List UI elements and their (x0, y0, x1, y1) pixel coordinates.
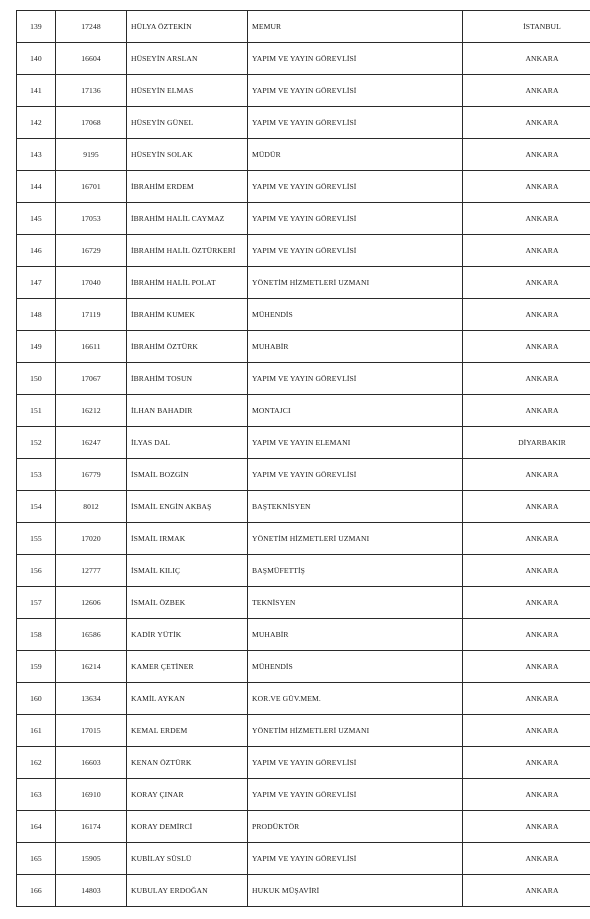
table-row (17, 587, 590, 619)
job-title: YAPIM VE YAYIN GÖREVLİSİ (248, 107, 463, 139)
job-title: YAPIM VE YAYIN GÖREVLİSİ (248, 75, 463, 107)
person-name: KUBİLAY SÜSLÜ (127, 843, 248, 875)
job-title: MUHABİR (248, 331, 463, 363)
person-name: İBRAHİM HALİL ÖZTÜRKERİ (127, 235, 248, 267)
job-title: MÜDÜR (248, 139, 463, 171)
row-number: 139 (17, 11, 56, 43)
city: ANKARA (463, 619, 590, 651)
registry-number: 8012 (56, 491, 127, 523)
registry-number: 16247 (56, 427, 127, 459)
row-number: 149 (17, 331, 56, 363)
table-row (17, 491, 590, 523)
person-name: İSMAİL ENGİN AKBAŞ (127, 491, 248, 523)
job-title: YÖNETİM HİZMETLERİ UZMANI (248, 523, 463, 555)
registry-number: 14803 (56, 875, 127, 907)
registry-number: 12777 (56, 555, 127, 587)
table-row (17, 715, 590, 747)
row-number: 141 (17, 75, 56, 107)
person-name: HÜSEYİN GÜNEL (127, 107, 248, 139)
person-name: KORAY ÇINAR (127, 779, 248, 811)
registry-number: 16603 (56, 747, 127, 779)
table-row (17, 203, 590, 235)
registry-number: 13634 (56, 683, 127, 715)
row-number: 146 (17, 235, 56, 267)
city: ANKARA (463, 875, 590, 907)
registry-number: 17119 (56, 299, 127, 331)
person-name: İBRAHİM ÖZTÜRK (127, 331, 248, 363)
person-name: KAMER ÇETİNER (127, 651, 248, 683)
row-number: 157 (17, 587, 56, 619)
person-name: İBRAHİM HALİL CAYMAZ (127, 203, 248, 235)
city: ANKARA (463, 651, 590, 683)
table-row (17, 459, 590, 491)
city: ANKARA (463, 715, 590, 747)
job-title: YÖNETİM HİZMETLERİ UZMANI (248, 267, 463, 299)
row-number: 164 (17, 811, 56, 843)
job-title: YAPIM VE YAYIN GÖREVLİSİ (248, 363, 463, 395)
city: ANKARA (463, 523, 590, 555)
job-title: MÜHENDİS (248, 299, 463, 331)
registry-number: 17248 (56, 11, 127, 43)
row-number: 156 (17, 555, 56, 587)
city: ANKARA (463, 587, 590, 619)
person-name: KEMAL ERDEM (127, 715, 248, 747)
job-title: BAŞMÜFETTİŞ (248, 555, 463, 587)
person-name: İSMAİL KILIÇ (127, 555, 248, 587)
job-title: PRODÜKTÖR (248, 811, 463, 843)
city: ANKARA (463, 235, 590, 267)
city: ANKARA (463, 459, 590, 491)
city: ANKARA (463, 171, 590, 203)
city: ANKARA (463, 843, 590, 875)
table-row (17, 555, 590, 587)
row-number: 142 (17, 107, 56, 139)
person-name: İSMAİL BOZGİN (127, 459, 248, 491)
registry-number: 16212 (56, 395, 127, 427)
registry-number: 16586 (56, 619, 127, 651)
row-number: 148 (17, 299, 56, 331)
registry-number: 17020 (56, 523, 127, 555)
city: ANKARA (463, 107, 590, 139)
table-row (17, 75, 590, 107)
row-number: 162 (17, 747, 56, 779)
row-number: 150 (17, 363, 56, 395)
job-title: YAPIM VE YAYIN GÖREVLİSİ (248, 235, 463, 267)
table-row (17, 811, 590, 843)
person-name: İBRAHİM ERDEM (127, 171, 248, 203)
table-row (17, 139, 590, 171)
city: ANKARA (463, 139, 590, 171)
city: ANKARA (463, 395, 590, 427)
job-title: YAPIM VE YAYIN GÖREVLİSİ (248, 747, 463, 779)
registry-number: 16214 (56, 651, 127, 683)
personnel-table (16, 10, 590, 907)
person-name: İLYAS DAL (127, 427, 248, 459)
person-name: İSMAİL ÖZBEK (127, 587, 248, 619)
row-number: 152 (17, 427, 56, 459)
person-name: İSMAİL IRMAK (127, 523, 248, 555)
person-name: İBRAHİM HALİL POLAT (127, 267, 248, 299)
row-number: 163 (17, 779, 56, 811)
registry-number: 17040 (56, 267, 127, 299)
row-number: 161 (17, 715, 56, 747)
person-name: KUBULAY ERDOĞAN (127, 875, 248, 907)
job-title: YAPIM VE YAYIN ELEMANI (248, 427, 463, 459)
job-title: YAPIM VE YAYIN GÖREVLİSİ (248, 779, 463, 811)
job-title: HUKUK MÜŞAVİRİ (248, 875, 463, 907)
table-row (17, 683, 590, 715)
table-row (17, 43, 590, 75)
city: ANKARA (463, 363, 590, 395)
registry-number: 17136 (56, 75, 127, 107)
table-row (17, 331, 590, 363)
table-row (17, 523, 590, 555)
table-row (17, 875, 590, 907)
city: ANKARA (463, 555, 590, 587)
job-title: MEMUR (248, 11, 463, 43)
row-number: 158 (17, 619, 56, 651)
city: ANKARA (463, 75, 590, 107)
table-row (17, 107, 590, 139)
person-name: İBRAHİM TOSUN (127, 363, 248, 395)
table-row (17, 651, 590, 683)
table-row (17, 11, 590, 43)
registry-number: 16701 (56, 171, 127, 203)
table-row (17, 299, 590, 331)
city: ANKARA (463, 747, 590, 779)
row-number: 166 (17, 875, 56, 907)
job-title: TEKNİSYEN (248, 587, 463, 619)
table-row (17, 171, 590, 203)
table-row (17, 395, 590, 427)
table-row (17, 267, 590, 299)
city: ANKARA (463, 811, 590, 843)
job-title: YAPIM VE YAYIN GÖREVLİSİ (248, 459, 463, 491)
job-title: YAPIM VE YAYIN GÖREVLİSİ (248, 843, 463, 875)
row-number: 159 (17, 651, 56, 683)
row-number: 144 (17, 171, 56, 203)
city: İSTANBUL (463, 11, 590, 43)
registry-number: 9195 (56, 139, 127, 171)
table-row (17, 843, 590, 875)
person-name: KORAY DEMİRCİ (127, 811, 248, 843)
table-row (17, 235, 590, 267)
personnel-table-body (17, 11, 590, 907)
registry-number: 17053 (56, 203, 127, 235)
person-name: HÜSEYİN SOLAK (127, 139, 248, 171)
city: ANKARA (463, 491, 590, 523)
city: DİYARBAKIR (463, 427, 590, 459)
row-number: 145 (17, 203, 56, 235)
registry-number: 16174 (56, 811, 127, 843)
job-title: YÖNETİM HİZMETLERİ UZMANI (248, 715, 463, 747)
person-name: İLHAN BAHADIR (127, 395, 248, 427)
row-number: 155 (17, 523, 56, 555)
job-title: KOR.VE GÜV.MEM. (248, 683, 463, 715)
city: ANKARA (463, 203, 590, 235)
registry-number: 17015 (56, 715, 127, 747)
person-name: HÜSEYİN ELMAS (127, 75, 248, 107)
row-number: 143 (17, 139, 56, 171)
row-number: 154 (17, 491, 56, 523)
registry-number: 16611 (56, 331, 127, 363)
job-title: YAPIM VE YAYIN GÖREVLİSİ (248, 203, 463, 235)
job-title: YAPIM VE YAYIN GÖREVLİSİ (248, 43, 463, 75)
row-number: 151 (17, 395, 56, 427)
city: ANKARA (463, 43, 590, 75)
job-title: YAPIM VE YAYIN GÖREVLİSİ (248, 171, 463, 203)
registry-number: 17068 (56, 107, 127, 139)
job-title: MUHABİR (248, 619, 463, 651)
job-title: BAŞTEKNİSYEN (248, 491, 463, 523)
job-title: MONTAJCI (248, 395, 463, 427)
registry-number: 16604 (56, 43, 127, 75)
person-name: KADİR YÜTİK (127, 619, 248, 651)
registry-number: 16779 (56, 459, 127, 491)
row-number: 147 (17, 267, 56, 299)
job-title: MÜHENDİS (248, 651, 463, 683)
person-name: KENAN ÖZTÜRK (127, 747, 248, 779)
city: ANKARA (463, 779, 590, 811)
registry-number: 17067 (56, 363, 127, 395)
registry-number: 16910 (56, 779, 127, 811)
registry-number: 16729 (56, 235, 127, 267)
registry-number: 12606 (56, 587, 127, 619)
table-row (17, 619, 590, 651)
row-number: 140 (17, 43, 56, 75)
city: ANKARA (463, 299, 590, 331)
table-row (17, 363, 590, 395)
registry-number: 15905 (56, 843, 127, 875)
table-row (17, 747, 590, 779)
person-name: İBRAHİM KUMEK (127, 299, 248, 331)
row-number: 153 (17, 459, 56, 491)
row-number: 165 (17, 843, 56, 875)
table-row (17, 427, 590, 459)
city: ANKARA (463, 683, 590, 715)
row-number: 160 (17, 683, 56, 715)
person-name: HÜSEYİN ARSLAN (127, 43, 248, 75)
table-row (17, 779, 590, 811)
city: ANKARA (463, 331, 590, 363)
person-name: HÜLYA ÖZTEKİN (127, 11, 248, 43)
person-name: KAMİL AYKAN (127, 683, 248, 715)
city: ANKARA (463, 267, 590, 299)
